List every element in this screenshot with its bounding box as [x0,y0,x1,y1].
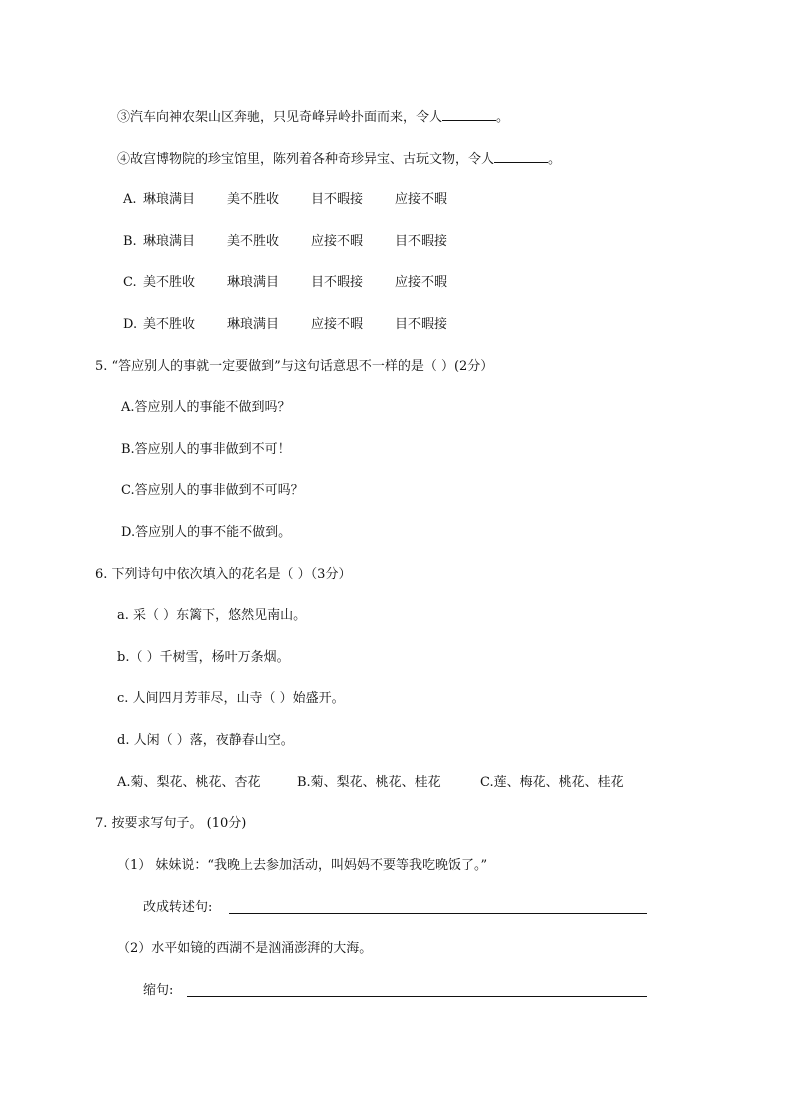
option-word: 琳琅满目 [143,192,196,207]
sentence-3-text: ③汽车向神农架山区奔驰，只见奇峰异岭扑面而来，令人 [117,110,443,125]
option-label: A. [123,192,137,207]
option-row-a[interactable] [123,191,447,209]
q7-item-1: （1） 妹妹说：“我晚上去参加活动，叫妈妈不要等我吃晚饭了。” [117,858,488,873]
option-word: 美不胜收 [227,234,280,249]
option-word: 目不暇接 [311,275,364,290]
sentence-3-end: 。 [496,110,510,125]
option-word: 美不胜收 [143,275,196,290]
option-word: 目不暇接 [395,234,448,249]
sentence-4-text: ④故宫博物院的珍宝馆里，陈列着各种奇珍异宝、古玩文物，令人 [117,152,495,167]
option-word: 应接不暇 [311,234,364,249]
poem-line-b: b.（ ）千树雪，杨叶万条烟。 [117,650,290,665]
option-label: D. [123,317,138,332]
option-row-c[interactable] [123,274,447,292]
q6-choice-a[interactable]: A.菊、梨花、桃花、杏花 [117,775,261,790]
option-word: 应接不暇 [395,275,448,290]
poem-line-d: d. 人闲（ ）落，夜静春山空。 [117,733,294,748]
option-word: 应接不暇 [395,192,448,207]
question-6-stem: 6. 下列诗句中依次填入的花名是（ ）（3分） [95,567,352,582]
question-7-stem: 7. 按要求写句子。 (10分) [95,816,247,831]
answer-blank[interactable] [442,108,496,121]
option-word: 琳琅满目 [227,275,280,290]
sentence-4-end: 。 [548,152,562,167]
option-word: 美不胜收 [143,317,196,332]
q5-option-c[interactable]: C.答应别人的事非做到不可吗？ [121,483,304,498]
option-label: B. [123,234,137,249]
poem-line-a: a. 采（ ）东篱下，悠然见南山。 [117,608,307,623]
q6-choices [117,774,624,792]
q5-option-b[interactable]: B.答应别人的事非做到不可！ [121,442,291,457]
option-word: 应接不暇 [311,317,364,332]
option-row-d[interactable] [123,316,447,334]
option-row-b[interactable] [123,233,447,251]
option-word: 琳琅满目 [227,317,280,332]
q6-choice-b[interactable]: B.菊、梨花、桃花、桂花 [297,775,441,790]
q5-option-a[interactable]: A.答应别人的事能不做到吗？ [121,400,291,415]
option-word: 琳琅满目 [143,234,196,249]
option-label: C. [123,275,137,290]
answer-line-2[interactable] [187,996,647,997]
option-word: 美不胜收 [227,192,280,207]
q7-item-2-prompt: 缩句: [143,983,174,998]
answer-line-1[interactable] [229,913,647,914]
q7-item-1-prompt: 改成转述句: [143,900,213,915]
question-5-stem: 5. “答应别人的事就一定要做到”与这句话意思不一样的是（ ）(2分） [95,359,494,374]
q7-item-2: （2）水平如镜的西湖不是汹涌澎湃的大海。 [117,941,373,956]
poem-line-c: c. 人间四月芳菲尽，山寺（ ）始盛开。 [117,691,345,706]
q5-option-d[interactable]: D.答应别人的事不能不做到。 [121,525,292,540]
sentence-4 [117,150,561,169]
q6-choice-c[interactable]: C.莲、梅花、桃花、桂花 [480,775,624,790]
option-word: 目不暇接 [395,317,448,332]
answer-blank[interactable] [494,150,548,163]
sentence-3 [117,108,509,127]
option-word: 目不暇接 [311,192,364,207]
